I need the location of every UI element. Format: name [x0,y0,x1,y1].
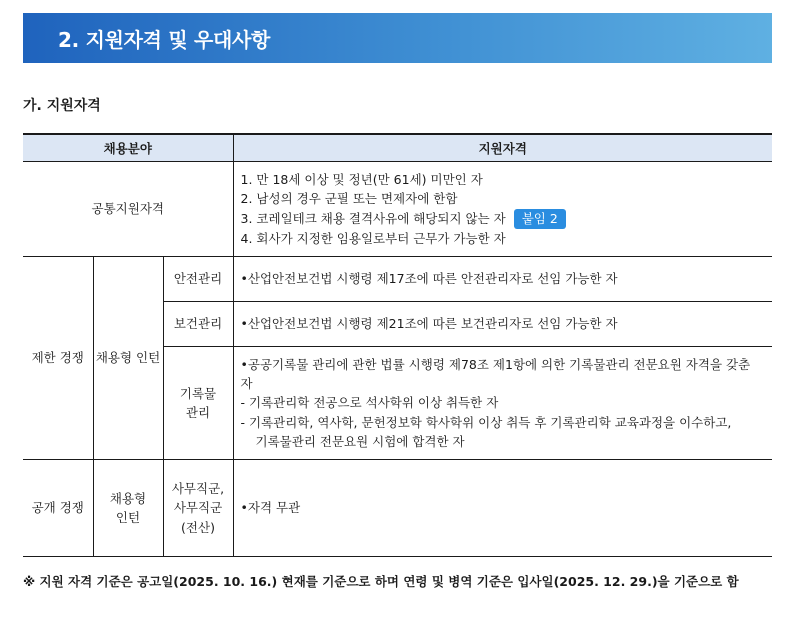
open-job: 사무직군, 사무직군 (전산) [163,460,233,557]
records-sub-2b: 기록물관리 전문요원 시험에 합격한 자 [255,434,465,450]
common-items [233,162,772,257]
qualification-table [23,133,772,557]
job-safety: 안전관리 [163,257,233,302]
section-title: 2. 지원자격 및 우대사항 [58,27,271,52]
table-header-row [23,134,772,162]
restricted-type-text: 채용형 인턴 [95,350,161,366]
appendix-badge[interactable]: 붙임 2 [514,209,566,229]
common-row [23,162,772,257]
open-type: 채용형 인턴 [93,460,163,557]
job-health: 보건관리 [163,302,233,347]
restricted-row-1 [23,257,772,302]
restricted-type [93,257,163,460]
common-item-2: 2. 남성의 경우 군필 또는 면제자에 한함 [240,191,458,207]
section-banner [23,13,772,63]
header-field: 채용분야 [23,134,233,162]
qual-records [233,347,772,460]
qual-safety: •산업안전보건법 시행령 제17조에 따른 안전관리자로 선임 가능한 자 [233,257,772,302]
records-sub-2a: - 기록관리학, 역사학, 문헌정보학 학사학위 이상 취득 후 기록관리학 교육과정을 이수하고, [240,414,732,430]
common-item-4: 4. 회사가 지정한 임용일로부터 근무가 가능한 자 [240,230,506,246]
open-row [23,460,772,557]
subsection-title: 가. 지원자격 [23,98,101,114]
records-sub-1: - 기록관리학 전공으로 석사학위 이상 취득한 자 [240,395,499,411]
open-qual: •자격 무관 [233,460,772,557]
job-records: 기록물 관리 [163,347,233,460]
common-item-1: 1. 만 18세 이상 및 정년(만 61세) 미만인 자 [240,171,483,187]
records-main: •공공기록물 관리에 관한 법률 시행령 제78조 제1항에 의한 기록물관리 전문요원 자격을 갖춘 자 [240,356,751,391]
restricted-label: 제한 경쟁 [23,257,93,460]
open-label: 공개 경쟁 [23,460,93,557]
common-label: 공통지원자격 [23,162,233,257]
common-item-3-wrap [241,209,767,229]
footnote: ※ 지원 자격 기준은 공고일(2025. 10. 16.) 현재를 기준으로 하며 연령 및 병역 기준은 입사일(2025. 12. 29.)을 기준으로 함 [23,574,739,589]
header-qualification: 지원자격 [233,134,772,162]
qual-health: •산업안전보건법 시행령 제21조에 따른 보건관리자로 선임 가능한 자 [233,302,772,347]
common-item-3: 3. 코레일테크 채용 결격사유에 해당되지 않는 자 [240,210,506,226]
